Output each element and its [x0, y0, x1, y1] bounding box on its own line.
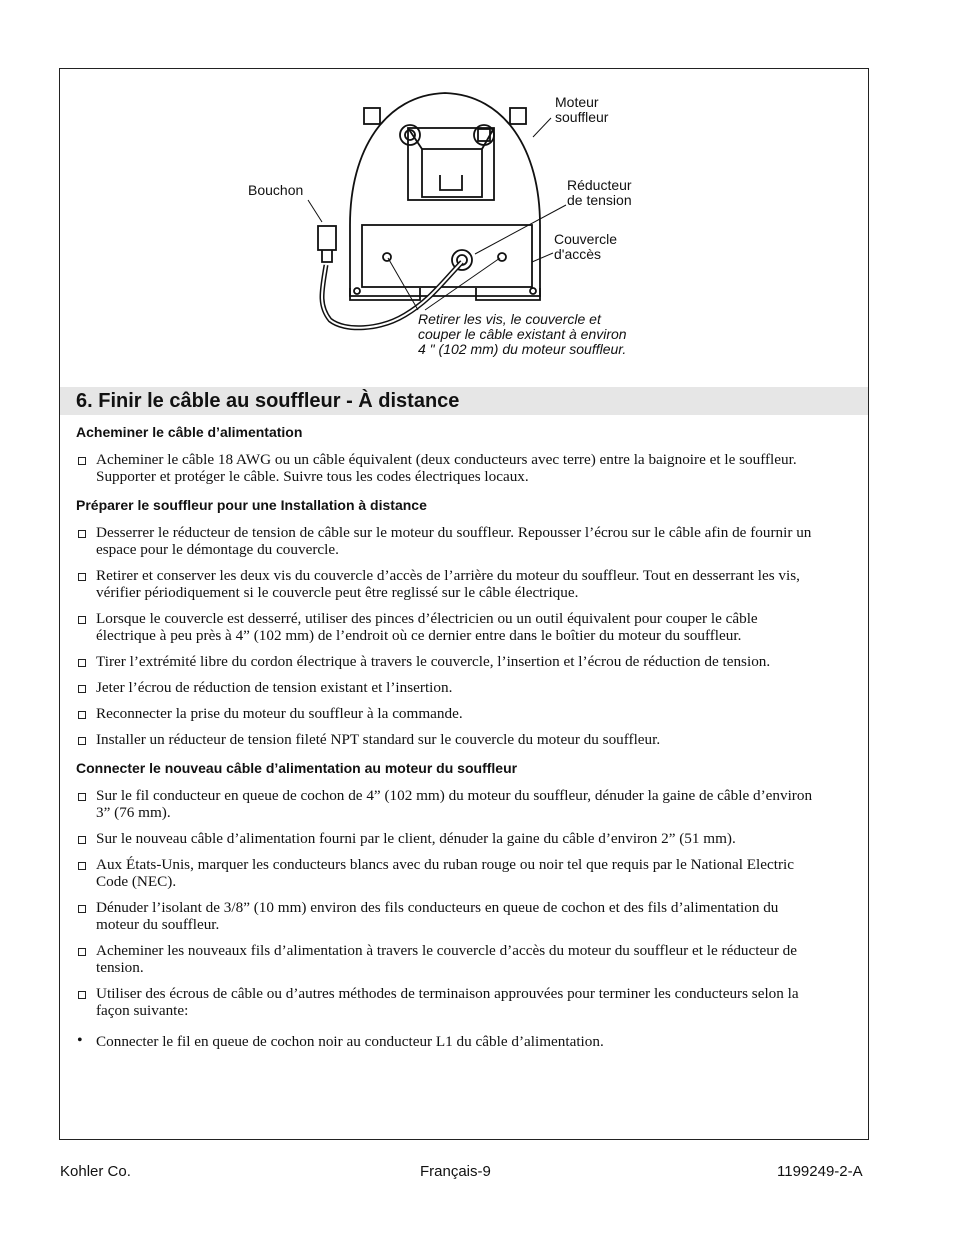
list-item: Sur le fil conducteur en queue de cochon de 4” (102 mm) du moteur du souffleur, dénuder la gaine de câble d’environ 3” (76 mm). [76, 787, 816, 821]
blower-motor-figure [0, 0, 954, 380]
list-item: Dénuder l’isolant de 3/8” (10 mm) environ des fils conducteurs en queue de cochon et des fils d’alimentation du moteur du souffleur. [76, 899, 816, 933]
list-item: Desserrer le réducteur de tension de câble sur le moteur du souffleur. Repousser l’écrou sur le câble afin de fournir un espace pour le démontage du couvercle. [76, 524, 816, 558]
section-title: 6. Finir le câble au souffleur - À distance [76, 390, 460, 412]
figure-caption: Retirer les vis, le couvercle et couper le câble existant à environ 4 " (102 mm) du moteur souffleur. [418, 311, 627, 357]
checklist [76, 451, 816, 485]
label-cover: Couvercle d'accès [554, 231, 618, 262]
list-item: Retirer et conserver les deux vis du couvercle d’accès de l’arrière du moteur du souffleur. Tout en desserrant les vis, vérifier périodiquement si le couvercle peut être reglissé sur le câble électrique. [76, 567, 816, 601]
list-item: Acheminer le câble 18 AWG ou un câble équivalent (deux conducteurs avec terre) entre la baignoire et le souffleur. Supporter et protéger le câble. Suivre tous les codes électriques locaux. [76, 451, 816, 485]
subsection-heading: Préparer le souffleur pour une Installation à distance [76, 497, 427, 513]
bullet-text: Connecter le fil en queue de cochon noir au conducteur L1 du câble d’alimentation. [96, 1033, 604, 1050]
subsection-heading: Connecter le nouveau câble d’alimentation au moteur du souffleur [76, 760, 518, 776]
label-reducer: Réducteur de tension [567, 177, 632, 208]
footer-doc-number: 1199249-2-A [777, 1163, 863, 1180]
label-motor: Moteur souffleur [555, 94, 609, 125]
checklist [76, 787, 816, 1019]
list-item: Jeter l’écrou de réduction de tension existant et l’insertion. [76, 679, 816, 696]
list-item: Lorsque le couvercle est desserré, utiliser des pinces d’électricien ou un outil équivalent pour couper le câble électrique à peu près à 4” (102 mm) de l’endroit où ce dernier entre dans le boîtier du moteur du souffleur. [76, 610, 816, 644]
list-item: Acheminer les nouveaux fils d’alimentation à travers le couvercle d’accès du moteur du souffleur et le réducteur de tension. [76, 942, 816, 976]
subsection-heading: Acheminer le câble d’alimentation [76, 424, 303, 440]
list-item: Reconnecter la prise du moteur du souffleur à la commande. [76, 705, 816, 722]
list-item: Utiliser des écrous de câble ou d’autres méthodes de terminaison approuvées pour terminer les conducteurs selon la façon suivante: [76, 985, 816, 1019]
section-header [60, 387, 868, 415]
bullet-item [76, 1033, 816, 1050]
list-item: Tirer l’extrémité libre du cordon électrique à travers le couvercle, l’insertion et l’écrou de réduction de tension. [76, 653, 816, 670]
footer-company: Kohler Co. [60, 1163, 131, 1180]
instructions [76, 424, 816, 1050]
list-item: Installer un réducteur de tension fileté NPT standard sur le couvercle du moteur du souffleur. [76, 731, 816, 748]
label-plug: Bouchon [248, 182, 304, 198]
list-item: Aux États-Unis, marquer les conducteurs blancs avec du ruban rouge ou noir tel que requis par le National Electric Code (NEC). [76, 856, 816, 890]
bullet-icon: • [77, 1032, 83, 1049]
list-item: Sur le nouveau câble d’alimentation fourni par le client, dénuder la gaine du câble d’environ 2” (51 mm). [76, 830, 816, 847]
footer-page-number: Français-9 [420, 1163, 491, 1180]
checklist [76, 524, 816, 748]
